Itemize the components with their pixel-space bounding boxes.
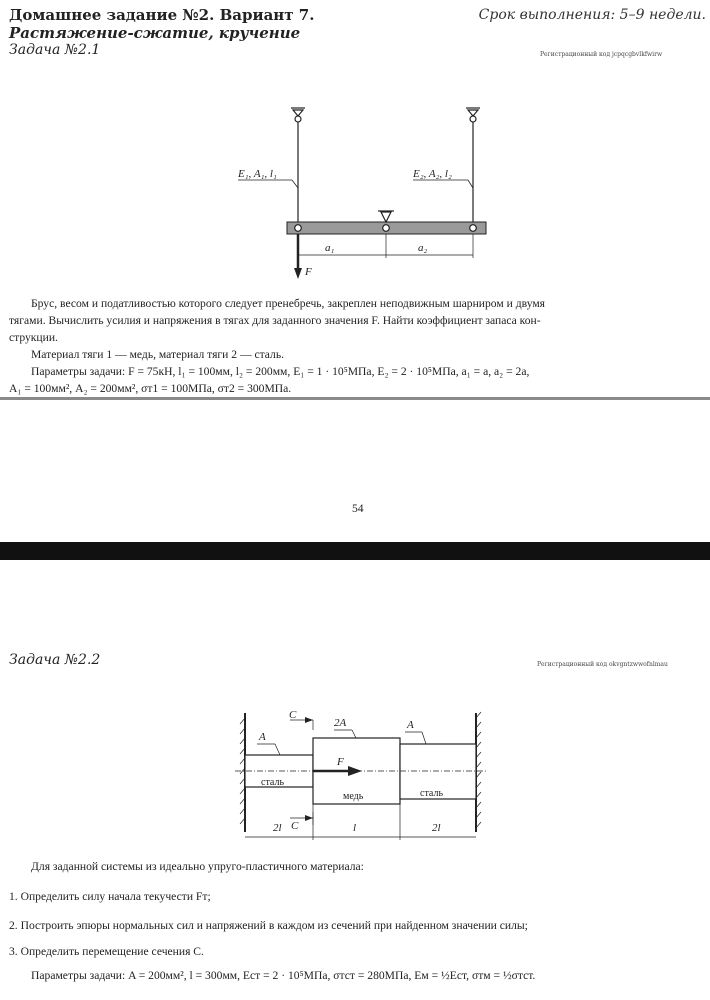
paragraph-line: Брус, весом и податливостью которого следует пренебречь, закреплен неподвижным шарниром и двумя <box>31 297 546 310</box>
dim-left: 2l <box>273 822 282 834</box>
document-subtitle: Растяжение-сжатие, кручение <box>9 24 301 42</box>
task-title-2-2: Задача №2.2 <box>9 652 101 668</box>
material-left: сталь <box>261 777 285 788</box>
area-2a-label: 2A <box>334 717 347 729</box>
paragraph-line: Параметры задачи: F = 75кН, l₁ = 100мм, l₂ = 200мм, E₁ = 1 · 10⁵МПа, E₂ = 2 · 10⁵МПа, a₁ = a, a₂ = 2a, <box>31 365 530 378</box>
rod-diagram <box>0 700 710 850</box>
force-label: F <box>305 266 312 278</box>
paragraph-line: Материал тяги 1 — медь, материал тяги 2 — сталь. <box>31 348 285 361</box>
task-item: 2. Построить эпюры нормальных сил и напряжений в каждом из сечений при найденном значении силы; <box>9 919 528 932</box>
section-c-top: C <box>289 709 297 721</box>
rod2-label: E₂, A₂, l₂ <box>413 168 452 180</box>
section-c-bottom: C <box>291 820 299 832</box>
material-middle: медь <box>343 791 364 802</box>
page-separator <box>0 542 710 560</box>
area-a-left-label: A <box>259 731 266 743</box>
paragraph-line: тягами. Вычислить усилия и напряжения в тягах для заданного значения F. Найти коэффициент запаса кон- <box>9 314 541 327</box>
dim-right: 2l <box>432 822 441 834</box>
beam-diagram <box>0 0 710 290</box>
dim-middle: l <box>353 822 357 834</box>
material-right: сталь <box>420 788 444 799</box>
task-item: 3. Определить перемещение сечения C. <box>9 945 204 958</box>
page-number: 54 <box>352 502 364 515</box>
intro-text: Для заданной системы из идеально упруго-пластичного материала: <box>31 860 364 873</box>
force-label: F <box>337 756 344 768</box>
force-arrow <box>294 268 302 279</box>
paragraph-line: струкции. <box>9 331 58 344</box>
registration-code-2: Регистрационный код okvgntzwwofnlmau <box>537 661 668 668</box>
deadline: Срок выполнения: 5–9 недели. <box>478 7 706 23</box>
document-title: Домашнее задание №2. Вариант 7. <box>9 6 315 24</box>
paragraph-line: A₁ = 100мм², A₂ = 200мм², σт1 = 100МПа, σт2 = 300МПа. <box>9 382 292 395</box>
divider <box>0 397 710 400</box>
area-a-right-label: A <box>407 719 414 731</box>
task-item: 1. Определить силу начала текучести Fт; <box>9 890 211 903</box>
task-title-2-1: Задача №2.1 <box>9 42 101 58</box>
dim-a1: a₁ <box>325 242 335 254</box>
parameters-text: Параметры задачи: A = 200мм², l = 300мм, Eст = 2 · 10⁵МПа, σтст = 280МПа, Eм = ½Eст, σтм = ½σтст. <box>31 969 536 982</box>
rod1-label: E₁, A₁, l₁ <box>238 168 277 180</box>
registration-code: Регистрационный код jcpqcgbvlkfwirw <box>540 51 663 58</box>
dim-a2: a₂ <box>418 242 428 254</box>
